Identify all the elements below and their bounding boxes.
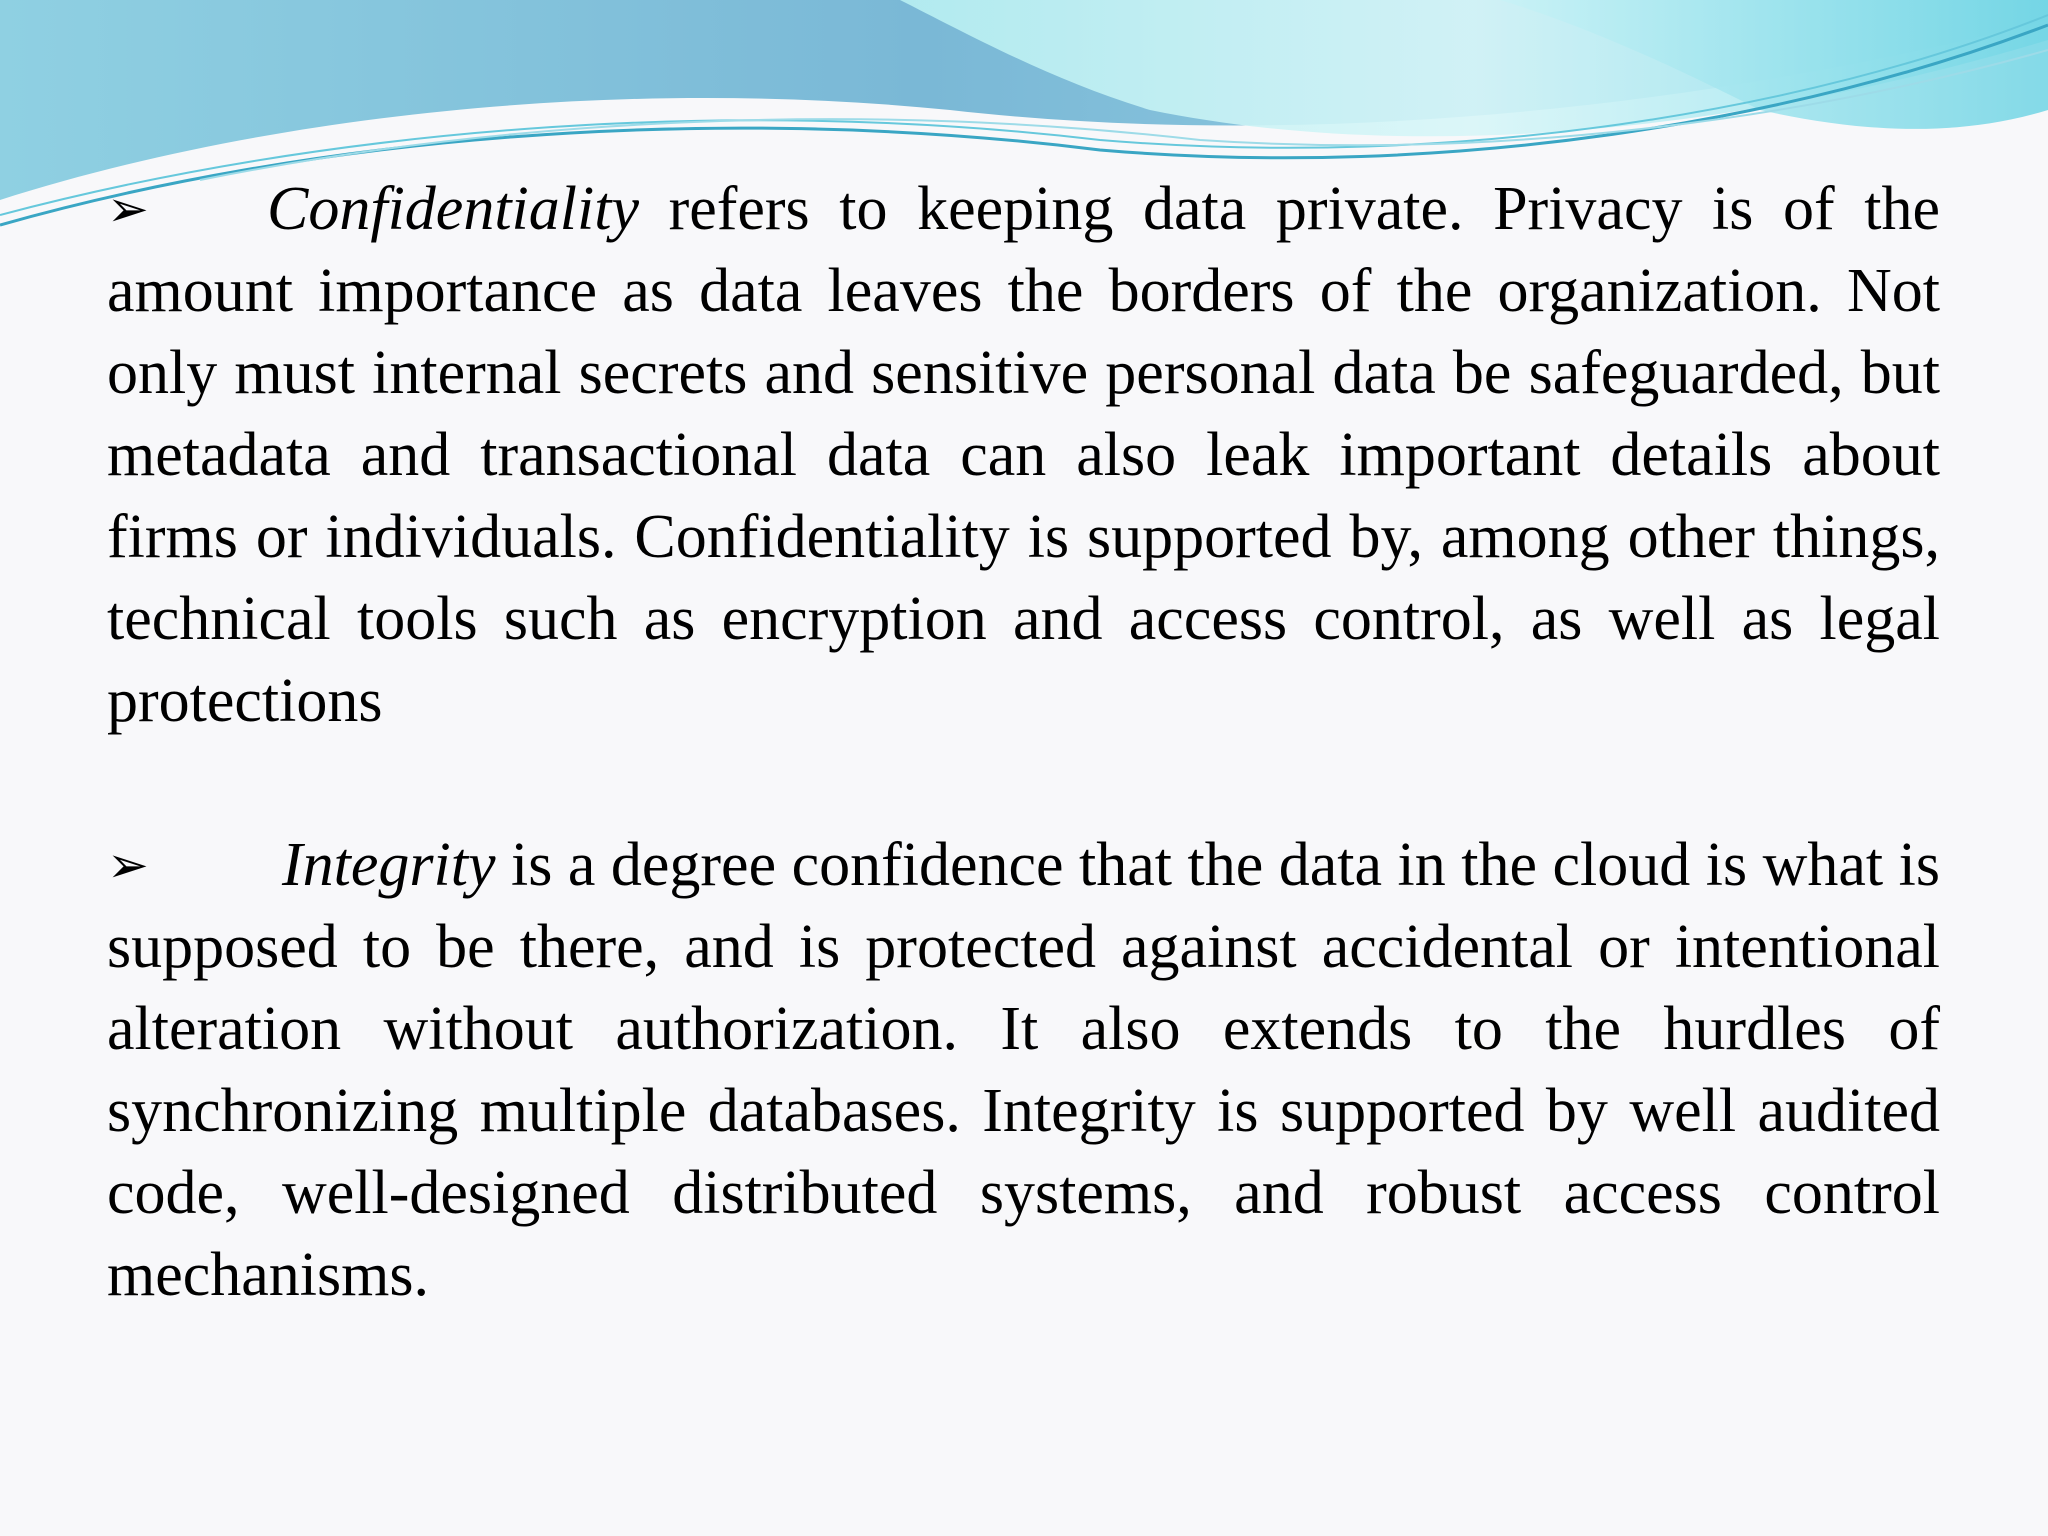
arrowhead-bullet-icon: ➢ <box>107 836 149 894</box>
bullet-term: Confidentiality <box>267 175 639 243</box>
bullet-integrity <box>107 824 1940 1316</box>
bullet-term: Integrity <box>282 831 496 899</box>
bullet-text: is a degree confidence that the data in the cloud is what is supposed to be there, and is protected against accidental or intentional alteration without authorization. It also extends to the hurdles of synchronizing multiple databases. Integrity is supported by well audited code, well-designed distributed systems, and robust access control mechanisms. <box>107 831 1940 1309</box>
bullet-confidentiality <box>107 168 1940 742</box>
arrowhead-bullet-icon: ➢ <box>107 180 149 238</box>
bullet-text: refers to keeping data private. Privacy is of the amount importance as data leaves the borders of the organization. Not only must internal secrets and sensitive personal data be safeguarded, but metadata and transactional data can also leak important details about firms or individuals. Confidentiality is supported by, among other things, technical tools such as encryption and access control, as well as legal protections <box>107 175 1940 735</box>
